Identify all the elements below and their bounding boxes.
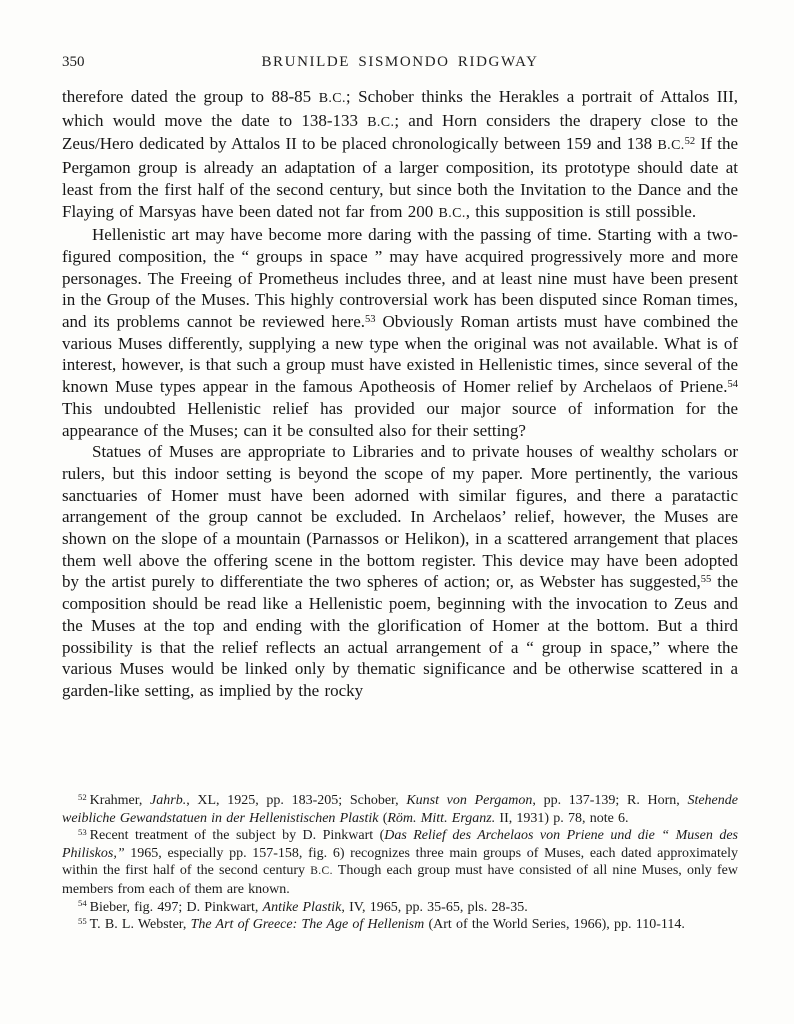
footnote-54: [62, 899, 738, 917]
footnote-52-text: Krahmer, Jahrb., XL, 1925, pp. 183-205; Schober, Kunst von Pergamon, pp. 137-139; R. Horn, Stehende weibliche Gewandstatuen in der Hellenistischen Plastik (Röm. Mitt. Erganz. II, 1931) p. 78, note 6.: [62, 793, 738, 826]
page-header: [62, 54, 738, 74]
footnote-55-text: T. B. L. Webster, The Art of Greece: The Age of Hellenism (Art of the World Series, 1966), pp. 110-114.: [89, 917, 685, 933]
page-number: 350: [62, 54, 85, 70]
footnote-54-text: Bieber, fig. 497; D. Pinkwart, Antike Plastik, IV, 1965, pp. 35-65, pls. 28-35.: [89, 899, 528, 915]
body-paragraph-3: Statues of Muses are appropriate to Libraries and to private houses of wealthy scholars or rulers, but this indoor setting is beyond the scope of my paper. More pertinently, the various sanctuaries of Homer must have been adorned with similar figures, and there a paratactic arrangement of the group cannot be excluded. In Archelaos’ relief, however, the Muses are shown on the slope of a mountain (Parnassos or Helikon), in a scattered arrangement that places them well above the offering scene in the bottom register. This device may have been adopted by the artist purely to differentiate the two spheres of action; or, as Webster has suggested,$^{55}$ the composition should be read like a Hellenistic poem, beginning with the invocation to Zeus and the Muses at the top and ending with the glorification of Homer at the bottom. But a third possibility is that the relief reflects an actual arrangement of a “ group in space,” where the various Muses would be linked only by thematic significance and be otherwise scattered in a garden-like setting, as implied by the rocky: [62, 442, 739, 700]
footnote-53: [62, 827, 738, 898]
running-head: BRUNILDE SISMONDO RIDGWAY: [261, 54, 539, 70]
footnote-55: [62, 916, 738, 934]
footnote-52: [62, 792, 738, 827]
footnote-marker-54: 54: [78, 898, 87, 909]
footnote-marker-53: 53: [78, 826, 87, 837]
footnote-marker-55: 55: [78, 915, 87, 926]
body-text: [62, 86, 738, 702]
footnote-53-text: Recent treatment of the subject by D. Pinkwart (Das Relief des Archelaos von Priene und die “ Musen des Philiskos,” 1965, especially pp. 157-158, fig. 6) recognizes three main groups of Muses, each dated approximately within the first half of the second century B.C. Though each group must have consisted of all nine Muses, only few members from each of them are known.: [62, 828, 739, 897]
body-paragraph-1: therefore dated the group to 88-85 B.C.; Schober thinks the Herakles a portrait of Attalos III, which would move the date to 138-133 B.C.; and Horn considers the drapery close to the Zeus/Hero dedicated by Attalos II to be placed chronologically between 159 and 138 B.C.$^{52}$ If the Pergamon group is already an adaptation of a larger composition, its prototype should date at least from the first half of the second century, but since both the Invitation to the Dance and the Flaying of Marsyas have been dated not far from 200 B.C., this supposition is still possible.: [62, 87, 739, 221]
body-paragraph-2: Hellenistic art may have become more daring with the passing of time. Starting with a two-figured composition, the “ groups in space ” may have acquired progressively more and more personages. The Freeing of Prometheus includes three, and at least nine must have been present in the Group of the Muses. This highly controversial work has been disputed since Roman times, and its problems cannot be reviewed here.$^{53}$ Obviously Roman artists must have combined the various Muses differently, supplying a new type when the original was not available. What is of interest, however, is that such a group must have existed in Hellenistic times, since several of the known Muse types appear in the famous Apotheosis of Homer relief by Archelaos of Priene.$^{54}$ This undoubted Hellenistic relief has provided our major source of information for the appearance of the Muses; can it be consulted also for their setting?: [62, 225, 738, 440]
footnote-marker-52: 52: [78, 791, 87, 802]
footnotes-section: [62, 792, 738, 934]
